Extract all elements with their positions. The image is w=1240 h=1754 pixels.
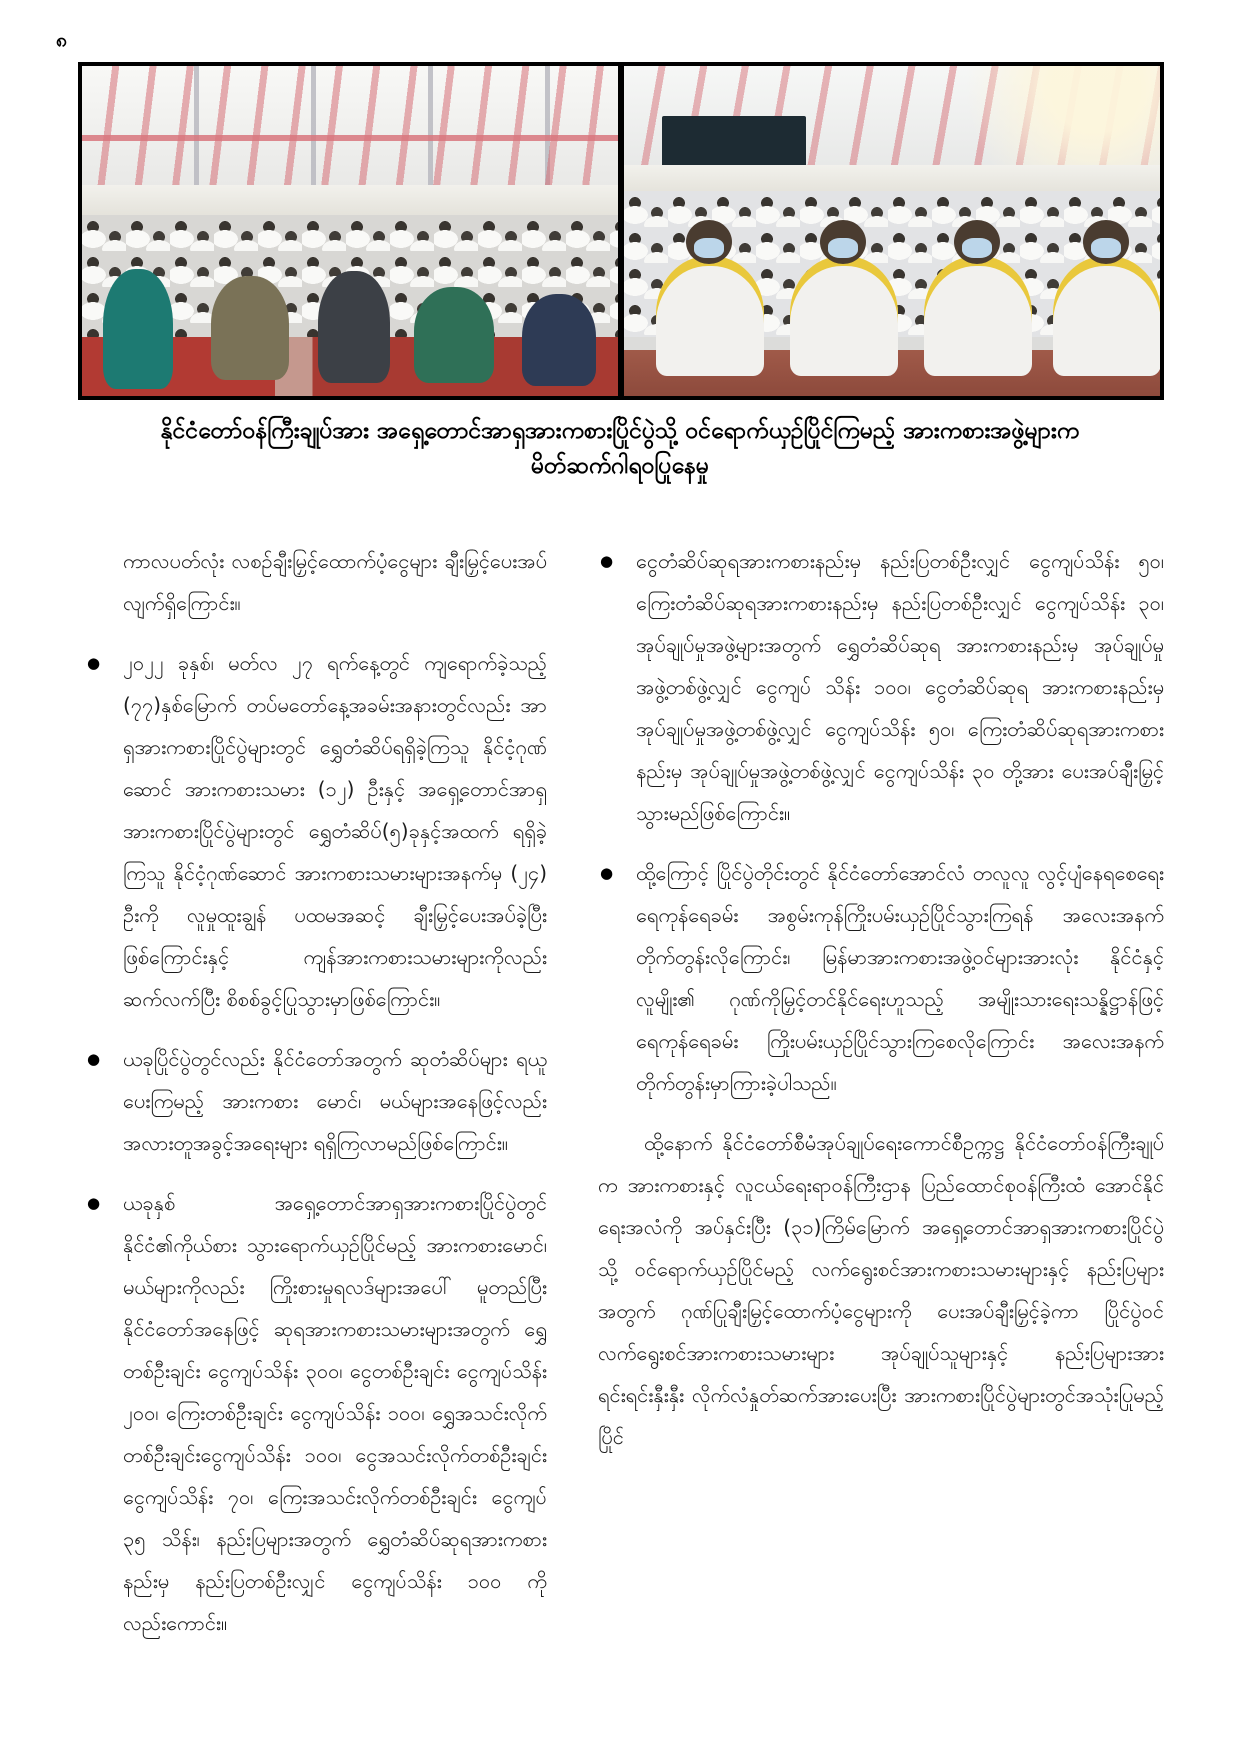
led-screen (662, 116, 807, 172)
caption-line-2: မိတ်ဆက်ဂါရဝပြုနေမှု (530, 453, 710, 479)
seated-person (522, 294, 596, 386)
page-number: ၈ (56, 29, 67, 51)
bullet-marker: ● (87, 654, 101, 672)
paragraph-text: ငွေတံဆိပ်ဆုရအားကစားနည်းမှ နည်းပြတစ်ဦးလျှင် ငွေကျပ်သိန်း ၅၀၊ ကြေးတံဆိပ်ဆုရအားကစားနည်းမှ နည်းပြတစ်ဦးလျှင် ငွေကျပ်သိန်း ၃၀၊ အုပ်ချုပ်မှုအဖွဲ့များအတွက် ရွှေတံဆိပ်ဆုရ အားကစားနည်းမှ အုပ်ချုပ်မှုအဖွဲ့တစ်ဖွဲ့လျှင် ငွေကျပ် သိန်း ၁၀၀၊ ငွေတံဆိပ်ဆုရ အားကစားနည်းမှ အုပ်ချုပ်မှုအဖွဲ့တစ်ဖွဲ့လျှင် ငွေကျပ်သိန်း ၅၀၊ ကြေးတံဆိပ်ဆုရအားကစားနည်းမှ အုပ်ချုပ်မှုအဖွဲ့တစ်ဖွဲ့လျှင် ငွေကျပ်သိန်း ၃၀ တို့အား ပေးအပ်ချီးမြှင့်သွားမည်ဖြစ်ကြောင်း။ (636, 549, 1164, 825)
bulleted-paragraph (85, 642, 547, 1020)
paragraph (85, 540, 547, 624)
seated-person (414, 287, 494, 383)
paragraph-text: ထို့ကြောင့် ပြိုင်ပွဲတိုင်းတွင် နိုင်ငံတော်အောင်လံ တလူလူ လွင့်ပျံနေရစေရေး ရေကုန်ရေခမ်း အစွမ်းကုန်ကြိုးပမ်းယှဉ်ပြိုင်သွားကြရန် အလေးအနက်တိုက်တွန်းလိုကြောင်း၊ မြန်မာအားကစားအဖွဲ့ဝင်များအားလုံး နိုင်ငံနှင့် လူမျိုး၏ ဂုဏ်ကိုမြှင့်တင်နိုင်ရေးဟူသည့် အမျိုးသားရေးသန္နိဋ္ဌာန်ဖြင့် ရေကုန်ရေခမ်း ကြိုးပမ်းယှဉ်ပြိုင်သွားကြစေလိုကြောင်း အလေးအနက် တိုက်တွန်းမှာကြားခဲ့ပါသည်။ (636, 861, 1164, 1095)
paragraph-text: ယခုနှစ် အရှေ့တောင်အာရှအားကစားပြိုင်ပွဲတွင် နိုင်ငံ၏ကိုယ်စား သွားရောက်ယှဉ်ပြိုင်မည့် အားကစားမောင်၊ မယ်များကိုလည်း ကြိုးစားမှုရလဒ်များအပေါ် မူတည်ပြီး နိုင်ငံတော်အနေဖြင့် ဆုရအားကစားသမားများအတွက် ရွှေတစ်ဦးချင်း ငွေကျပ်သိန်း ၃၀၀၊ ငွေတစ်ဦးချင်း ငွေကျပ်သိန်း ၂၀၀၊ ကြေးတစ်ဦးချင်း ငွေကျပ်သိန်း ၁၀၀၊ ရွှေအသင်းလိုက်တစ်ဦးချင်းငွေကျပ်သိန်း ၁၀၀၊ ငွေအသင်းလိုက်တစ်ဦးချင်း ငွေကျပ်သိန်း ၇၀၊ ကြေးအသင်းလိုက်တစ်ဦးချင်း ငွေကျပ် ၃၅ သိန်း၊ နည်းပြများအတွက် ရွှေတံဆိပ်ဆုရအားကစားနည်းမှ နည်းပြတစ်ဦးလျှင် ငွေကျပ်သိန်း ၁၀၀ ကိုလည်းကောင်း။ (123, 1191, 547, 1635)
paragraph (598, 1122, 1164, 1458)
photo-left (82, 66, 618, 396)
masked-athlete (790, 256, 898, 376)
bullet-marker: ● (600, 552, 614, 570)
right-column (598, 540, 1164, 1732)
paragraph-text: ယခုပြိုင်ပွဲတွင်လည်း နိုင်ငံတော်အတွက် ဆုတံဆိပ်များ ရယူပေးကြမည့် အားကစား မောင်၊ မယ်များအနေဖြင့်လည်း အလားတူအခွင့်အရေးများ ရရှိကြလာမည်ဖြစ်ကြောင်း။ (123, 1047, 547, 1155)
bullet-marker: ● (87, 1050, 101, 1068)
seated-official (211, 276, 289, 380)
bulleted-paragraph (598, 852, 1164, 1104)
seated-person (103, 269, 173, 389)
bulleted-paragraph (85, 1038, 547, 1164)
masked-athlete (1053, 256, 1160, 376)
masked-athlete (656, 256, 764, 376)
photo-caption (100, 414, 1140, 484)
roof-beam (82, 135, 618, 141)
bulleted-paragraph (598, 540, 1164, 834)
photo-frame (78, 62, 1164, 400)
caption-line-1: နိုင်ငံတော်ဝန်ကြီးချုပ်အား အရှေ့တောင်အာရှအားကစားပြိုင်ပွဲသို့ ဝင်ရောက်ယှဉ်ပြိုင်ကြမည့် အားကစားအဖွဲ့များက (160, 418, 1080, 444)
seated-official (318, 271, 390, 383)
paragraph-text: ထို့နောက် နိုင်ငံတော်စီမံအုပ်ချုပ်ရေးကောင်စီဥက္ကဋ္ဌ နိုင်ငံတော်ဝန်ကြီးချုပ်က အားကစားနှင့် လူငယ်ရေးရာဝန်ကြီးဌာန ပြည်ထောင်စုဝန်ကြီးထံ အောင်နိုင်ရေးအလံကို အပ်နှင်းပြီး (၃၁)ကြိမ်မြောက် အရှေ့တောင်အာရှအားကစားပြိုင်ပွဲသို့ ဝင်ရောက်ယှဉ်ပြိုင်မည့် လက်ရွေးစင်အားကစားသမားများနှင့် နည်းပြများအတွက် ဂုဏ်ပြုချီးမြှင့်ထောက်ပံ့ငွေများကို ပေးအပ်ချီးမြှင့်ခဲ့ကာ ပြိုင်ပွဲဝင်လက်ရွေးစင်အားကစားသမားများ အုပ်ချုပ်သူများနှင့် နည်းပြများအား ရင်းရင်းနှီးနှီး လိုက်လံနှုတ်ဆက်အားပေးပြီး အားကစားပြိုင်ပွဲများတွင်အသုံးပြုမည့် ပြိုင် (598, 1131, 1164, 1449)
masked-athlete (924, 256, 1032, 376)
photo-right (624, 66, 1160, 396)
left-column (85, 540, 547, 1732)
paragraph-text: ကာလပတ်လုံး လစဉ်ချီးမြှင့်ထောက်ပံ့ငွေများ ချီးမြှင့်ပေးအပ်လျက်ရှိကြောင်း။ (123, 549, 547, 615)
bullet-marker: ● (600, 864, 614, 882)
paragraph-text: ၂၀၂၂ ခုနှစ်၊ မတ်လ ၂၇ ရက်နေ့တွင် ကျရောက်ခဲ့သည့် (၇၇)နှစ်မြောက် တပ်မတော်နေ့အခမ်းအနားတွင်လည်း အာရှအားကစားပြိုင်ပွဲများတွင် ရွှေတံဆိပ်ရရှိခဲ့ကြသူ နိုင်ငံ့ဂုဏ်ဆောင် အားကစားသမား (၁၂) ဦးနှင့် အရှေ့တောင်အာရှအားကစားပြိုင်ပွဲများတွင် ရွှေတံဆိပ်(၅)ခုနှင့်အထက် ရရှိခဲ့ကြသူ နိုင်ငံ့ဂုဏ်ဆောင် အားကစားသမားများအနက်မှ (၂၄) ဦးကို လူမှုထူးချွန် ပထမအဆင့် ချီးမြှင့်ပေးအပ်ခဲ့ပြီး ဖြစ်ကြောင်းနှင့် ကျန်အားကစားသမားများကိုလည်း ဆက်လက်ပြီး စိစစ်ခွင့်ပြုသွားမှာဖြစ်ကြောင်း။ (123, 651, 547, 1011)
bulleted-paragraph (85, 1182, 547, 1644)
stadium-ceiling (82, 66, 618, 185)
bullet-marker: ● (87, 1194, 101, 1212)
